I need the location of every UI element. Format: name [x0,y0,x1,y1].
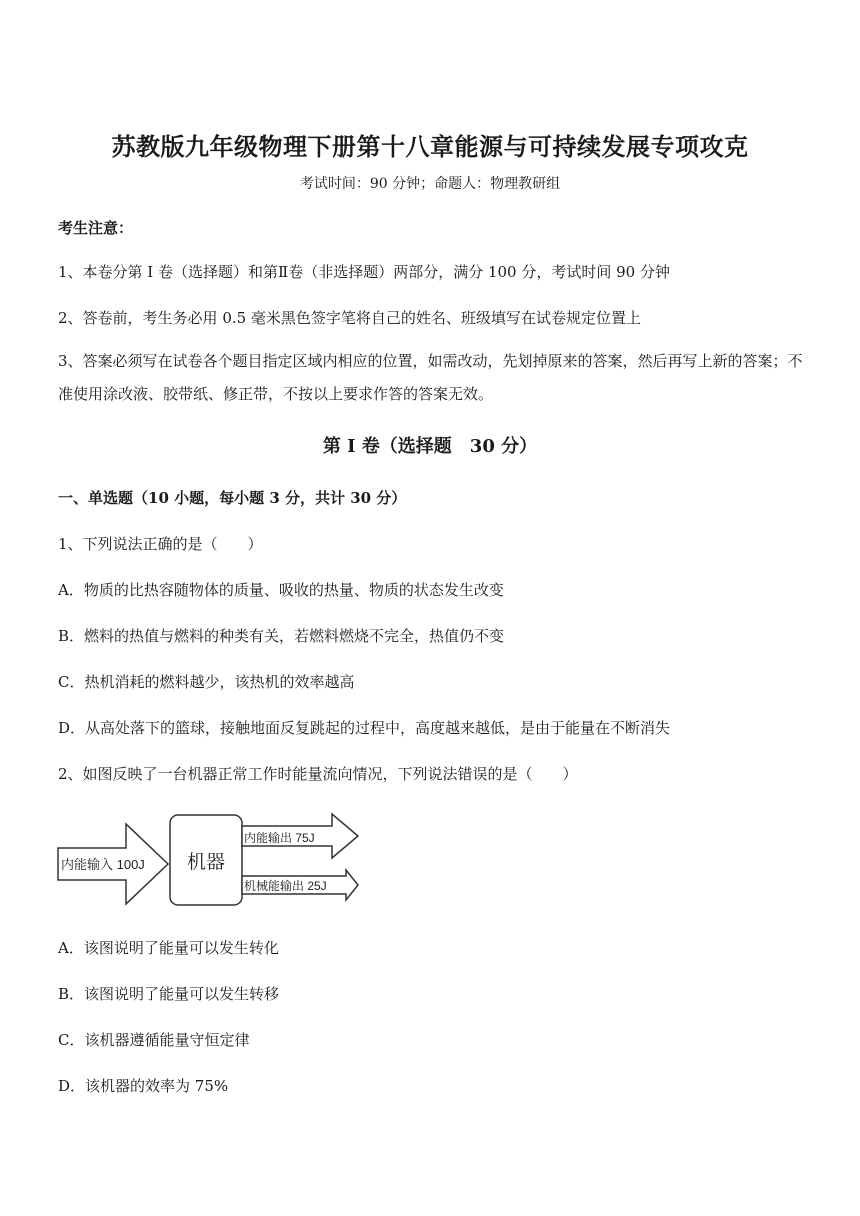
output-bottom-label: 机械能输出 25J [244,879,327,893]
energy-flow-diagram [56,812,366,912]
exam-subtitle: 考试时间：90 分钟；命题人：物理教研组 [299,176,561,192]
part-heading: 一、单选题（10 小题，每小题 3 分，共计 30 分） [58,489,407,507]
question-2-option-b: B．该图说明了能量可以发生转移 [58,985,280,1003]
notice-heading: 考生注意： [58,219,134,237]
notice-item-2: 2、答卷前，考生务必用 0.5 毫米黑色签字笔将自己的姓名、班级填写在试卷规定位置上 [58,309,641,327]
question-2-option-d: D．该机器的效率为 75% [58,1077,229,1095]
exam-title: 苏教版九年级物理下册第十八章能源与可持续发展专项攻克 [111,132,749,161]
section-title: 第 I 卷（选择题 30 分） [322,436,538,457]
question-1-option-c: C．热机消耗的燃料越少，该热机的效率越高 [58,673,355,691]
notice-item-3: 3、答案必须写在试卷各个题目指定区域内相应的位置，如需改动，先划掉原来的答案，然后再写上新的答案；不准使用涂改液、胶带纸、修正带，不按以上要求作答的答案无效。 [58,352,803,403]
input-label: 内能输入 100J [61,857,145,872]
output-top-label: 内能输出 75J [244,831,315,845]
question-1-option-a: A．物质的比热容随物体的质量、吸收的热量、物质的状态发生改变 [58,581,504,599]
machine-label: 机器 [186,852,226,873]
question-1-stem: 1、下列说法正确的是（ ） [58,535,263,553]
question-1-option-b: B．燃料的热值与燃料的种类有关，若燃料燃烧不完全，热值仍不变 [58,627,505,645]
notice-item-1: 1、本卷分第 I 卷（选择题）和第Ⅱ卷（非选择题）两部分，满分 100 分，考试时间 90 分钟 [58,263,670,281]
question-2-option-a: A．该图说明了能量可以发生转化 [58,939,279,957]
question-2-option-c: C．该机器遵循能量守恒定律 [58,1031,250,1049]
question-1-option-d: D．从高处落下的篮球，接触地面反复跳起的过程中，高度越来越低，是由于能量在不断消失 [58,719,671,737]
question-2-stem: 2、如图反映了一台机器正常工作时能量流向情况，下列说法错误的是（ ） [58,765,578,783]
